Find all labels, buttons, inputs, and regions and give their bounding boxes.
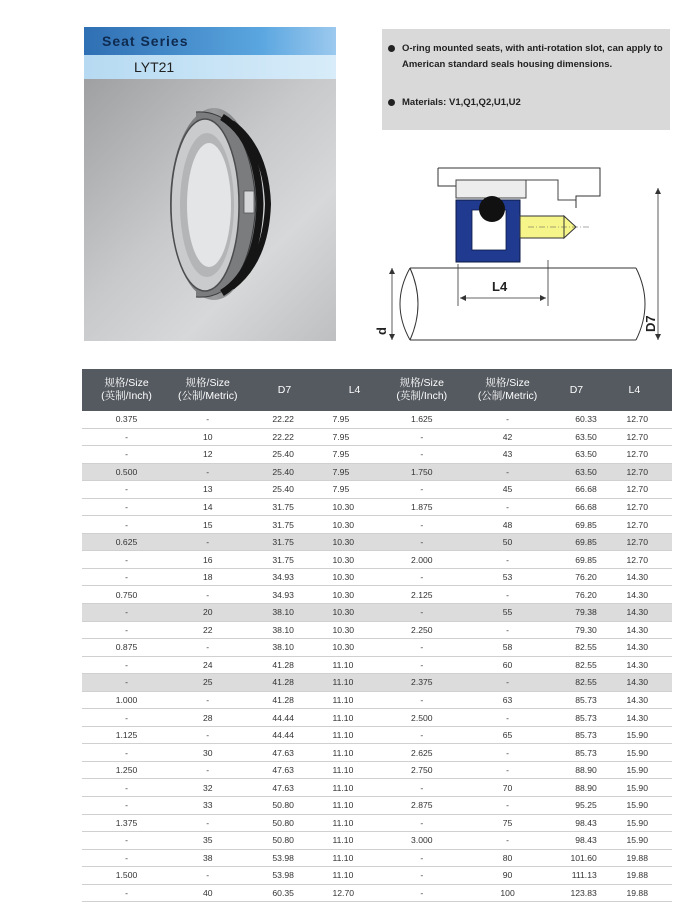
table-cell: 45	[459, 481, 556, 499]
table-cell: 95.25	[556, 797, 597, 815]
table-cell: 50.80	[244, 814, 324, 832]
model-name: LYT21	[134, 59, 175, 75]
seat-ring-image	[84, 79, 336, 341]
table-row	[82, 411, 672, 428]
table-cell: 53	[459, 568, 556, 586]
table-cell: -	[385, 446, 459, 464]
table-cell: 22	[171, 621, 244, 639]
table-cell: 60	[459, 656, 556, 674]
table-cell: -	[82, 797, 171, 815]
table-cell: -	[82, 709, 171, 727]
table-cell: -	[459, 551, 556, 569]
table-cell: -	[385, 604, 459, 622]
table-cell: -	[385, 533, 459, 551]
table-cell: -	[171, 726, 244, 744]
table-row	[82, 726, 672, 744]
table-cell: -	[82, 832, 171, 850]
col-header-inch-size: 规格/Size (英制/Inch)	[385, 369, 459, 411]
series-title: Seat Series	[102, 33, 189, 49]
table-cell: 60.33	[556, 411, 597, 428]
d-label: d	[374, 327, 389, 335]
table-cell: 38.10	[244, 621, 324, 639]
table-cell: 22.22	[244, 428, 324, 446]
d7-label: D7	[643, 315, 658, 332]
l4-label: L4	[492, 279, 508, 294]
table-cell: 14	[171, 498, 244, 516]
table-cell: 88.90	[556, 779, 597, 797]
table-cell: 15.90	[597, 726, 672, 744]
table-cell: 11.10	[325, 691, 385, 709]
table-cell: 14.30	[597, 691, 672, 709]
table-cell: 19.88	[597, 884, 672, 902]
table-cell: 25.40	[244, 446, 324, 464]
table-cell: 34.93	[244, 586, 324, 604]
table-cell: 31.75	[244, 551, 324, 569]
table-cell: -	[459, 744, 556, 762]
table-cell: 18	[171, 568, 244, 586]
table-cell: -	[385, 867, 459, 885]
table-cell: 63.50	[556, 446, 597, 464]
table-cell: 100	[459, 884, 556, 902]
table-row	[82, 656, 672, 674]
table-cell: 16	[171, 551, 244, 569]
table-cell: 1.375	[82, 814, 171, 832]
table-cell: 14.30	[597, 639, 672, 657]
table-cell: 1.250	[82, 761, 171, 779]
table-cell: 10.30	[325, 586, 385, 604]
table-cell: -	[459, 709, 556, 727]
table-cell: -	[82, 551, 171, 569]
bullet-text-materials: Materials: V1,Q1,Q2,U1,U2	[402, 97, 521, 108]
table-cell: 15.90	[597, 779, 672, 797]
table-cell: 12.70	[597, 428, 672, 446]
table-cell: -	[82, 568, 171, 586]
table-cell: 111.13	[556, 867, 597, 885]
table-cell: 80	[459, 849, 556, 867]
table-cell: 82.55	[556, 656, 597, 674]
table-cell: 15.90	[597, 744, 672, 762]
table-cell: 50	[459, 533, 556, 551]
table-cell: -	[171, 533, 244, 551]
table-cell: 2.875	[385, 797, 459, 815]
table-cell: 14.30	[597, 568, 672, 586]
table-cell: 12.70	[597, 446, 672, 464]
table-cell: 12.70	[597, 551, 672, 569]
table-cell: -	[385, 779, 459, 797]
table-cell: -	[171, 814, 244, 832]
table-cell: 79.38	[556, 604, 597, 622]
table-cell: 47.63	[244, 779, 324, 797]
col-header-d7: D7	[556, 369, 597, 411]
table-cell: 0.875	[82, 639, 171, 657]
table-cell: 63.50	[556, 428, 597, 446]
table-cell: 101.60	[556, 849, 597, 867]
table-cell: 85.73	[556, 744, 597, 762]
table-cell: 47.63	[244, 744, 324, 762]
table-cell: -	[171, 691, 244, 709]
table-cell: 66.68	[556, 481, 597, 499]
table-cell: 1.500	[82, 867, 171, 885]
table-cell: 69.85	[556, 533, 597, 551]
table-row	[82, 533, 672, 551]
table-row	[82, 884, 672, 902]
table-cell: 42	[459, 428, 556, 446]
col-header-metric-size: 规格/Size (公制/Metric)	[459, 369, 556, 411]
table-cell: 123.83	[556, 884, 597, 902]
table-cell: 1.000	[82, 691, 171, 709]
table-cell: 48	[459, 516, 556, 534]
description-box	[382, 29, 670, 130]
table-cell: 0.625	[82, 533, 171, 551]
table-cell: 11.10	[325, 656, 385, 674]
table-cell: 1.125	[82, 726, 171, 744]
table-cell: -	[82, 481, 171, 499]
table-cell: 85.73	[556, 726, 597, 744]
table-cell: -	[82, 744, 171, 762]
table-cell: -	[385, 481, 459, 499]
table-cell: 0.375	[82, 411, 171, 428]
table-cell: 14.30	[597, 674, 672, 692]
table-cell: 12.70	[597, 411, 672, 428]
table-cell: -	[82, 884, 171, 902]
table-cell: 44.44	[244, 709, 324, 727]
table-cell: 65	[459, 726, 556, 744]
col-header-l4: L4	[325, 369, 385, 411]
series-title-bar	[84, 27, 336, 55]
table-row	[82, 761, 672, 779]
table-cell: -	[82, 674, 171, 692]
table-cell: 12.70	[597, 498, 672, 516]
table-cell: 33	[171, 797, 244, 815]
table-cell: 7.95	[325, 463, 385, 481]
table-cell: 30	[171, 744, 244, 762]
table-cell: 38.10	[244, 639, 324, 657]
table-cell: -	[385, 568, 459, 586]
table-row	[82, 551, 672, 569]
table-cell: 19.88	[597, 867, 672, 885]
bullet-icon	[388, 99, 395, 106]
table-cell: -	[171, 586, 244, 604]
table-cell: 24	[171, 656, 244, 674]
table-cell: -	[459, 621, 556, 639]
col-header-metric-size: 规格/Size (公制/Metric)	[171, 369, 244, 411]
col-header-l4: L4	[597, 369, 672, 411]
table-cell: 53.98	[244, 849, 324, 867]
table-cell: 11.10	[325, 674, 385, 692]
table-row	[82, 568, 672, 586]
table-cell: 11.10	[325, 709, 385, 727]
table-cell: -	[82, 516, 171, 534]
product-photo	[84, 79, 336, 341]
table-cell: 15.90	[597, 814, 672, 832]
table-cell: 85.73	[556, 691, 597, 709]
table-header-row	[82, 369, 672, 411]
table-cell: 10.30	[325, 516, 385, 534]
table-cell: 85.73	[556, 709, 597, 727]
dimension-table	[82, 369, 672, 902]
table-cell: 60.35	[244, 884, 324, 902]
table-cell: -	[82, 446, 171, 464]
table-cell: -	[459, 797, 556, 815]
table-cell: 31.75	[244, 516, 324, 534]
table-cell: -	[385, 428, 459, 446]
table-cell: 28	[171, 709, 244, 727]
table-cell: 0.500	[82, 463, 171, 481]
table-cell: 82.55	[556, 639, 597, 657]
table-cell: 76.20	[556, 568, 597, 586]
table-cell: 53.98	[244, 867, 324, 885]
table-cell: -	[171, 761, 244, 779]
table-cell: 2.250	[385, 621, 459, 639]
table-cell: 44.44	[244, 726, 324, 744]
table-cell: 2.500	[385, 709, 459, 727]
table-row	[82, 691, 672, 709]
table-cell: 10.30	[325, 604, 385, 622]
table-cell: 12.70	[597, 481, 672, 499]
table-cell: 2.000	[385, 551, 459, 569]
table-cell: 11.10	[325, 814, 385, 832]
table-row	[82, 709, 672, 727]
table-row	[82, 498, 672, 516]
table-cell: 11.10	[325, 797, 385, 815]
table-cell: 14.30	[597, 586, 672, 604]
table-cell: 43	[459, 446, 556, 464]
table-cell: -	[82, 604, 171, 622]
table-cell: 10	[171, 428, 244, 446]
table-cell: 63	[459, 691, 556, 709]
table-cell: 98.43	[556, 832, 597, 850]
table-cell: -	[82, 498, 171, 516]
table-cell: -	[459, 832, 556, 850]
table-cell: -	[171, 639, 244, 657]
table-cell: 15.90	[597, 797, 672, 815]
table-cell: 7.95	[325, 481, 385, 499]
table-cell: -	[459, 761, 556, 779]
installation-diagram	[368, 160, 668, 350]
table-cell: 63.50	[556, 463, 597, 481]
bullet-icon	[388, 45, 395, 52]
bullet-item	[402, 95, 521, 111]
col-header-inch-size: 规格/Size (英制/Inch)	[82, 369, 171, 411]
table-row	[82, 463, 672, 481]
table-cell: 13	[171, 481, 244, 499]
table-cell: 1.875	[385, 498, 459, 516]
table-row	[82, 481, 672, 499]
table-cell: 0.750	[82, 586, 171, 604]
table-row	[82, 832, 672, 850]
table-cell: 32	[171, 779, 244, 797]
table-cell: 11.10	[325, 726, 385, 744]
table-cell: -	[82, 656, 171, 674]
table-cell: 90	[459, 867, 556, 885]
table-cell: 35	[171, 832, 244, 850]
table-cell: 41.28	[244, 691, 324, 709]
table-cell: 38	[171, 849, 244, 867]
table-cell: -	[385, 726, 459, 744]
table-cell: -	[459, 674, 556, 692]
table-cell: 66.68	[556, 498, 597, 516]
table-cell: 69.85	[556, 516, 597, 534]
table-cell: 15.90	[597, 832, 672, 850]
table-cell: 10.30	[325, 639, 385, 657]
model-bar	[84, 55, 336, 79]
table-cell: 12.70	[597, 516, 672, 534]
table-cell: -	[459, 463, 556, 481]
table-row	[82, 428, 672, 446]
table-row	[82, 674, 672, 692]
table-cell: 2.375	[385, 674, 459, 692]
table-cell: 10.30	[325, 498, 385, 516]
table-cell: -	[385, 884, 459, 902]
table-cell: 11.10	[325, 849, 385, 867]
table-cell: 15.90	[597, 761, 672, 779]
table-cell: -	[82, 428, 171, 446]
table-cell: 10.30	[325, 621, 385, 639]
table-cell: 70	[459, 779, 556, 797]
table-cell: 79.30	[556, 621, 597, 639]
table-cell: 98.43	[556, 814, 597, 832]
table-row	[82, 744, 672, 762]
table-cell: -	[385, 656, 459, 674]
table-cell: 25	[171, 674, 244, 692]
table-cell: 11.10	[325, 867, 385, 885]
table-cell: -	[82, 849, 171, 867]
table-cell: -	[385, 849, 459, 867]
table-row	[82, 867, 672, 885]
table-cell: 2.625	[385, 744, 459, 762]
table-cell: 58	[459, 639, 556, 657]
table-row	[82, 446, 672, 464]
table-cell: -	[171, 463, 244, 481]
table-row	[82, 639, 672, 657]
table-cell: 11.10	[325, 832, 385, 850]
table-cell: -	[82, 621, 171, 639]
table-cell: 34.93	[244, 568, 324, 586]
table-cell: 31.75	[244, 498, 324, 516]
table-row	[82, 604, 672, 622]
table-cell: 10.30	[325, 551, 385, 569]
table-cell: 55	[459, 604, 556, 622]
table-cell: 25.40	[244, 481, 324, 499]
table-cell: 14.30	[597, 604, 672, 622]
table-cell: 2.125	[385, 586, 459, 604]
table-cell: 88.90	[556, 761, 597, 779]
table-cell: -	[385, 639, 459, 657]
table-cell: 1.750	[385, 463, 459, 481]
table-cell: 50.80	[244, 797, 324, 815]
table-cell: 19.88	[597, 849, 672, 867]
table-cell: 7.95	[325, 428, 385, 446]
bullet-text-anti-rotation: O-ring mounted seats, with anti-rotation slot, can apply to American standard seals housing dimensions.	[402, 43, 663, 70]
table-cell: 12.70	[597, 463, 672, 481]
table-cell: 3.000	[385, 832, 459, 850]
table-cell: 40	[171, 884, 244, 902]
table-row	[82, 586, 672, 604]
table-cell: -	[459, 411, 556, 428]
table-row	[82, 621, 672, 639]
table-cell: 11.10	[325, 779, 385, 797]
table-cell: 75	[459, 814, 556, 832]
table-cell: 22.22	[244, 411, 324, 428]
table-cell: 14.30	[597, 621, 672, 639]
table-cell: 2.750	[385, 761, 459, 779]
table-cell: 82.55	[556, 674, 597, 692]
table-cell: 41.28	[244, 674, 324, 692]
table-cell: -	[385, 516, 459, 534]
table-cell: -	[385, 814, 459, 832]
table-cell: -	[171, 411, 244, 428]
table-cell: 41.28	[244, 656, 324, 674]
table-row	[82, 779, 672, 797]
table-cell: 31.75	[244, 533, 324, 551]
table-cell: 50.80	[244, 832, 324, 850]
table-cell: 10.30	[325, 533, 385, 551]
table-cell: 14.30	[597, 656, 672, 674]
table-cell: 12	[171, 446, 244, 464]
table-cell: -	[459, 586, 556, 604]
table-cell: 38.10	[244, 604, 324, 622]
bullet-item	[402, 41, 664, 73]
table-cell: 20	[171, 604, 244, 622]
table-cell: -	[171, 867, 244, 885]
table-row	[82, 814, 672, 832]
table-cell: 10.30	[325, 568, 385, 586]
table-cell: 7.95	[325, 411, 385, 428]
table-cell: 25.40	[244, 463, 324, 481]
table-cell: 1.625	[385, 411, 459, 428]
table-cell: 76.20	[556, 586, 597, 604]
table-cell: 14.30	[597, 709, 672, 727]
table-cell: 15	[171, 516, 244, 534]
table-row	[82, 849, 672, 867]
table-cell: -	[82, 779, 171, 797]
table-cell: -	[459, 498, 556, 516]
table-cell: 11.10	[325, 761, 385, 779]
col-header-d7: D7	[244, 369, 324, 411]
table-cell: 11.10	[325, 744, 385, 762]
table-cell: 69.85	[556, 551, 597, 569]
table-cell: -	[385, 691, 459, 709]
table-cell: 12.70	[325, 884, 385, 902]
table-row	[82, 797, 672, 815]
table-row	[82, 516, 672, 534]
table-cell: 12.70	[597, 533, 672, 551]
table-cell: 7.95	[325, 446, 385, 464]
table-cell: 47.63	[244, 761, 324, 779]
